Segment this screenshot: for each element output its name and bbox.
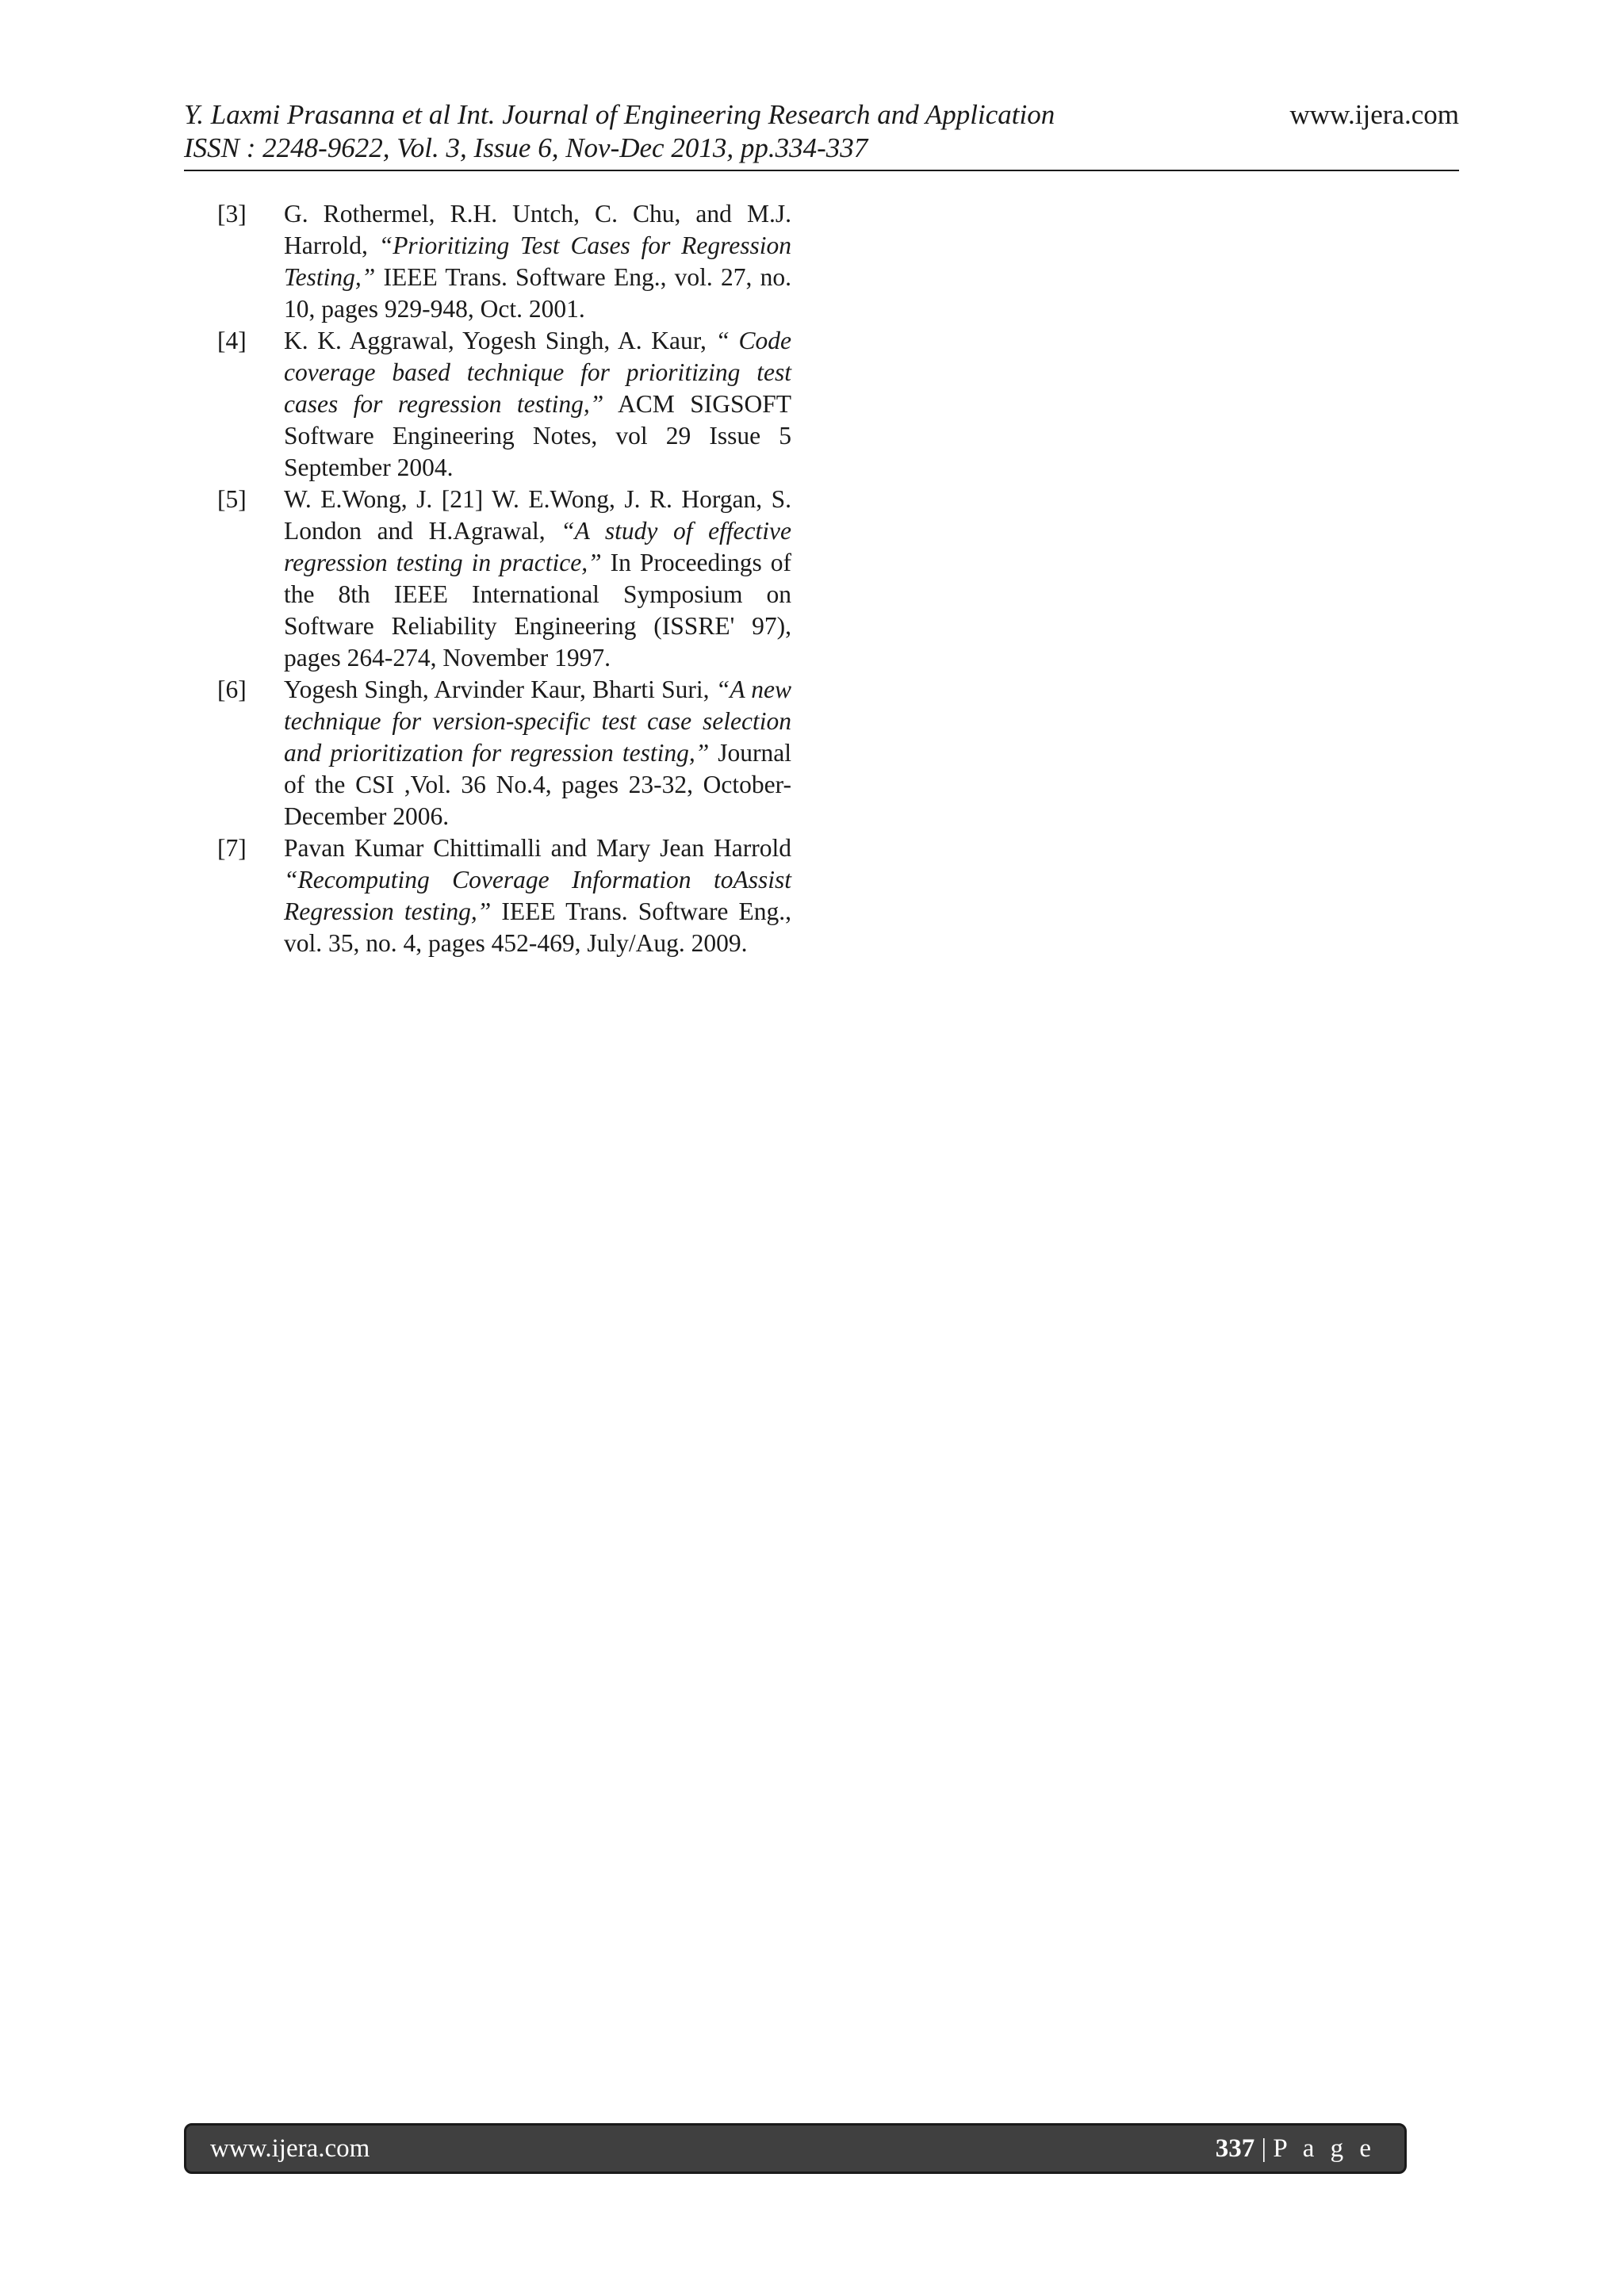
reference-number: [7] (217, 834, 247, 862)
footer-separator: | (1254, 2133, 1274, 2163)
reference-text (284, 674, 791, 832)
reference-item (208, 484, 791, 674)
header-issn: ISSN : 2248-9622, Vol. 3, Issue 6, Nov-Dec 2013, pp.334-337 (184, 132, 868, 163)
footer-page-indicator (1216, 2134, 1376, 2164)
page-footer (184, 2123, 1407, 2174)
header-divider (184, 170, 1459, 171)
reference-authors: G. Rothermel, R.H. Untch, C. Chu, and M.J. Harrold, (284, 200, 791, 259)
reference-title: “A study of effective regression testing in practice,” (284, 517, 791, 576)
reference-source: IEEE Trans. Software Eng., vol. 35, no. 4, pages 452-469, July/Aug. 2009. (284, 897, 791, 957)
reference-number: [6] (217, 675, 247, 703)
references-list (208, 198, 791, 959)
running-header (184, 98, 1459, 165)
reference-item (208, 832, 791, 959)
reference-source: IEEE Trans. Software Eng., vol. 27, no. 10, pages 929-948, Oct. 2001. (284, 263, 791, 323)
footer-website: www.ijera.com (210, 2133, 370, 2163)
reference-authors: K. K. Aggrawal, Yogesh Singh, A. Kaur, (284, 327, 716, 354)
header-top-line (184, 98, 1459, 132)
reference-text (284, 325, 791, 484)
reference-source: In Proceedings of the 8th IEEE International Symposium on Software Reliability Engineering (ISSRE' 97), pages 264-274, November 1997. (284, 549, 791, 672)
reference-authors: Pavan Kumar Chittimalli and Mary Jean Harrold (284, 834, 791, 862)
reference-title: “Recomputing Coverage Information toAssist Regression testing,” (284, 866, 791, 925)
reference-authors: Yogesh Singh, Arvinder Kaur, Bharti Suri, (284, 675, 716, 703)
page-label: P a g e (1273, 2133, 1376, 2163)
reference-number: [5] (217, 485, 247, 513)
page-number: 337 (1215, 2133, 1255, 2163)
reference-source: Journal of the CSI ,Vol. 36 No.4, pages 23-32, October-December 2006. (284, 739, 791, 830)
reference-item (208, 198, 791, 325)
reference-title: “A new technique for version-specific test case selection and prioritization for regression testing,” (284, 675, 792, 767)
reference-title: “Prioritizing Test Cases for Regression Testing,” (284, 232, 791, 291)
reference-number: [3] (217, 200, 247, 228)
reference-item (208, 325, 791, 484)
reference-text (284, 484, 791, 674)
reference-text (284, 832, 791, 959)
reference-authors: W. E.Wong, J. [21] W. E.Wong, J. R. Horgan, S. London and H.Agrawal, (284, 485, 791, 545)
reference-number: [4] (217, 327, 247, 354)
header-website: www.ijera.com (1289, 99, 1459, 130)
reference-source: ACM SIGSOFT Software Engineering Notes, vol 29 Issue 5 September 2004. (284, 390, 791, 481)
reference-text (284, 198, 791, 325)
header-citation: Y. Laxmi Prasanna et al Int. Journal of Engineering Research and Application (184, 99, 1055, 130)
reference-item (208, 674, 791, 832)
reference-title: “ Code coverage based technique for prioritizing test cases for regression testing,” (284, 327, 791, 418)
